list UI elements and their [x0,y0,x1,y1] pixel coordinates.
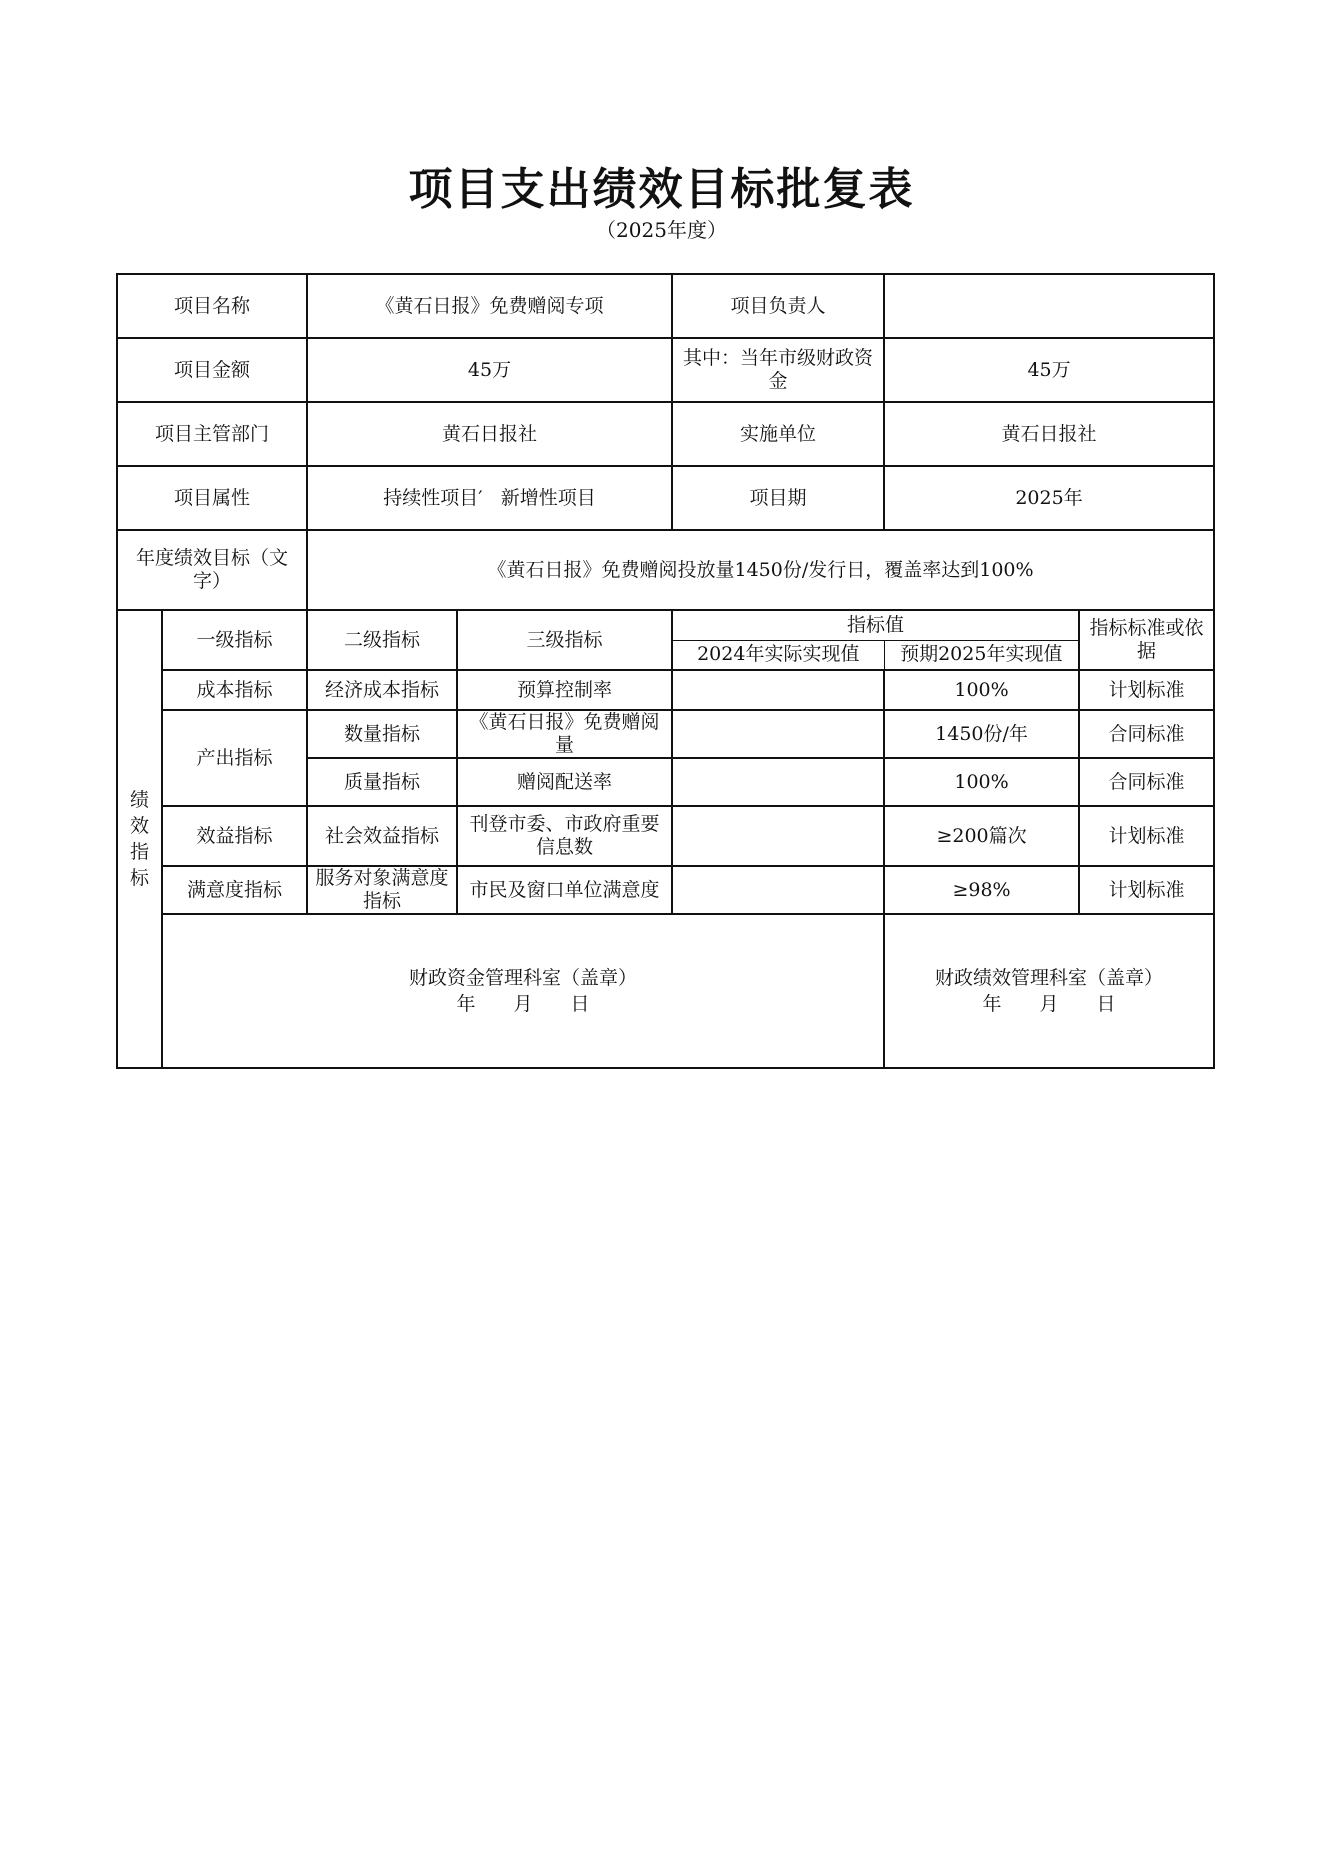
value-project-amount: 45万 [307,338,672,402]
metric-actual-2024 [672,866,884,914]
performance-target-table [116,273,1215,1069]
page-title: 项目支出绩效目标批复表 [408,164,915,215]
metric-level3: 市民及窗口单位满意度 [457,866,672,914]
metric-basis: 合同标准 [1079,710,1214,758]
metric-actual-2024 [672,806,884,866]
metric-row [117,806,1214,866]
metric-level3: 赠阅配送率 [457,758,672,806]
metric-header-row [117,610,1214,640]
metric-level3: 预算控制率 [457,670,672,710]
label-project-period: 项目期 [672,466,884,530]
signature-right-office: 财政绩效管理科室（盖章） [935,967,1164,989]
label-project-leader: 项目负责人 [672,274,884,338]
signature-row [117,914,1214,1068]
metric-actual-2024 [672,710,884,758]
metric-level2: 质量指标 [307,758,457,806]
metric-level1: 产出指标 [162,710,307,806]
metric-level2: 社会效益指标 [307,806,457,866]
metric-basis: 合同标准 [1079,758,1214,806]
label-project-name: 项目名称 [117,274,307,338]
metric-level2: 经济成本指标 [307,670,457,710]
signature-left-date: 年 月 日 [456,993,590,1015]
metric-expected-2025: ≥200篇次 [884,806,1079,866]
metric-level3: 《黄石日报》免费赠阅量 [457,710,672,758]
metric-level3: 刊登市委、市政府重要信息数 [457,806,672,866]
value-supervising-dept: 黄石日报社 [307,402,672,466]
label-municipal-fund: 其中：当年市级财政资金 [672,338,884,402]
header-expected-2025: 预期2025年实现值 [884,640,1079,670]
info-row [117,466,1214,530]
value-project-leader [884,274,1214,338]
label-supervising-dept: 项目主管部门 [117,402,307,466]
signature-left-office: 财政资金管理科室（盖章） [409,967,638,989]
metric-expected-2025: 1450份/年 [884,710,1079,758]
metric-basis: 计划标准 [1079,806,1214,866]
value-implementing-unit: 黄石日报社 [884,402,1214,466]
info-row [117,338,1214,402]
header-basis: 指标标准或依据 [1079,610,1214,670]
metric-level1: 成本指标 [162,670,307,710]
label-implementing-unit: 实施单位 [672,402,884,466]
value-project-attribute: 持续性项目′ 新增性项目 [307,466,672,530]
metrics-side-label [117,610,162,1068]
info-row [117,402,1214,466]
metrics-side-label-text: 绩效指标 [129,789,149,889]
header-level3: 三级指标 [457,610,672,670]
signature-right [884,914,1214,1068]
metric-level1: 满意度指标 [162,866,307,914]
metric-basis: 计划标准 [1079,866,1214,914]
metric-basis: 计划标准 [1079,670,1214,710]
goal-row [117,530,1214,610]
value-project-period: 2025年 [884,466,1214,530]
header-level1: 一级指标 [162,610,307,670]
label-annual-goal: 年度绩效目标（文字） [117,530,307,610]
metric-actual-2024 [672,670,884,710]
metric-expected-2025: ≥98% [884,866,1079,914]
value-municipal-fund: 45万 [884,338,1214,402]
metric-level2: 数量指标 [307,710,457,758]
label-project-attribute: 项目属性 [117,466,307,530]
metric-row [117,866,1214,914]
page-subtitle: （2025年度） [596,218,727,242]
metric-row [117,710,1214,758]
header-actual-2024: 2024年实际实现值 [672,640,884,670]
metric-row [117,670,1214,710]
value-annual-goal: 《黄石日报》免费赠阅投放量1450份/发行日，覆盖率达到100% [307,530,1214,610]
metric-expected-2025: 100% [884,758,1079,806]
metric-actual-2024 [672,758,884,806]
header-level2: 二级指标 [307,610,457,670]
value-project-name: 《黄石日报》免费赠阅专项 [307,274,672,338]
info-row [117,274,1214,338]
metric-expected-2025: 100% [884,670,1079,710]
label-project-amount: 项目金额 [117,338,307,402]
signature-left [162,914,884,1068]
header-value-group: 指标值 [672,610,1079,640]
signature-right-date: 年 月 日 [982,993,1116,1015]
metric-level1: 效益指标 [162,806,307,866]
metric-level2: 服务对象满意度指标 [307,866,457,914]
